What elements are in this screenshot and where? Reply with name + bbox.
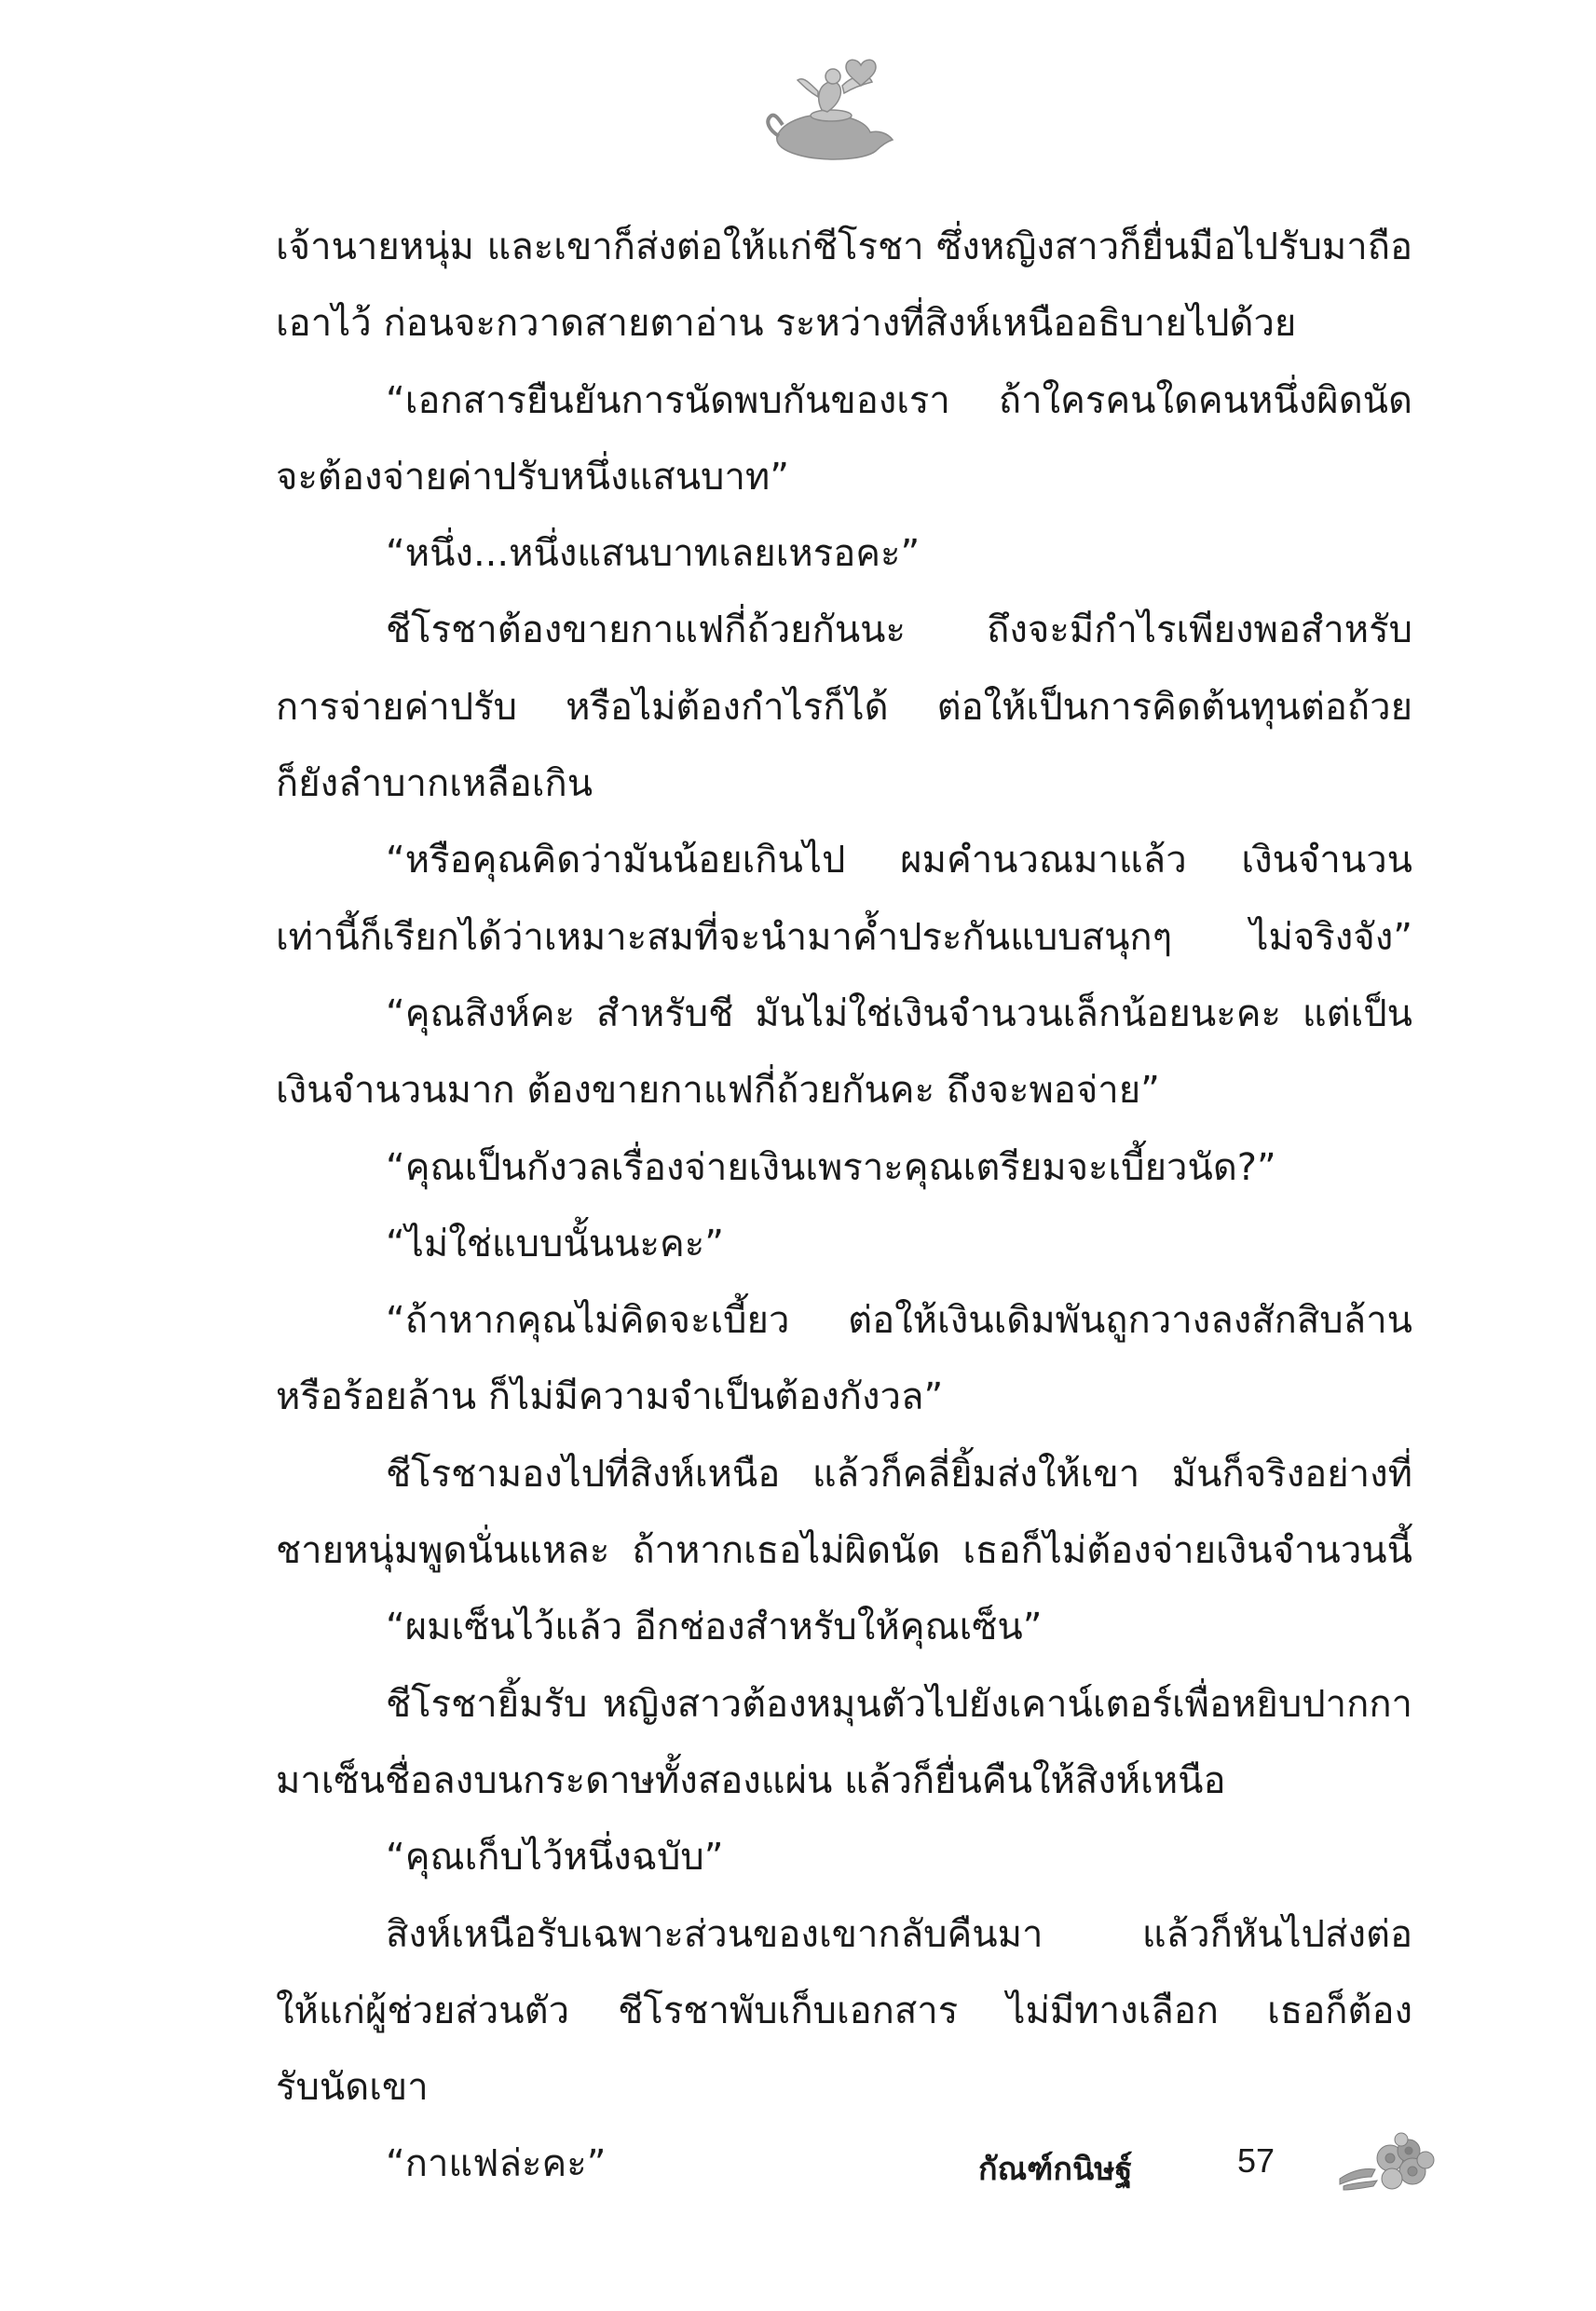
text-line: “หนึ่ง...หนึ่งแสนบาทเลยเหรอคะ” bbox=[386, 532, 921, 576]
body-text bbox=[276, 209, 1412, 2203]
text-line: “ถ้าหากคุณไม่คิดจะเบี้ยว ต่อให้เงินเดิมพันถูกวางลงสักสิบล้าน bbox=[386, 1299, 1412, 1343]
flower-bouquet-icon bbox=[1334, 2130, 1437, 2197]
text-line: ชายหนุ่มพูดนั่นแหละ ถ้าหากเธอไม่ผิดนัด เธอก็ไม่ต้องจ่ายเงินจำนวนนี้ bbox=[276, 1529, 1412, 1573]
text-line: มาเซ็นชื่อลงบนกระดาษทั้งสองแผ่น แล้วก็ยื่นคืนให้สิงห์เหนือ bbox=[276, 1758, 1226, 1802]
page-number: 57 bbox=[1237, 2141, 1275, 2180]
text-line: ก็ยังลำบากเหลือเกิน bbox=[276, 762, 593, 806]
text-line: สิงห์เหนือรับเฉพาะส่วนของเขากลับคืนมา แล้วก็หันไปส่งต่อ bbox=[386, 1912, 1412, 1956]
text-line: “คุณสิงห์คะ สำหรับชี มันไม่ใช่เงินจำนวนเล็กน้อยนะคะ แต่เป็น bbox=[386, 991, 1412, 1035]
text-line: จะต้องจ่ายค่าปรับหนึ่งแสนบาท” bbox=[276, 455, 789, 499]
text-line: ชีโรชามองไปที่สิงห์เหนือ แล้วก็คลี่ยิ้มส่งให้เขา มันก็จริงอย่างที่ bbox=[386, 1452, 1412, 1496]
text-line: หรือร้อยล้าน ก็ไม่มีความจำเป็นต้องกังวล” bbox=[276, 1375, 944, 1419]
text-line: ชีโรชายิ้มรับ หญิงสาวต้องหมุนตัวไปยังเคาน์เตอร์เพื่อหยิบปากกา bbox=[386, 1682, 1412, 1726]
text-line: เอาไว้ ก่อนจะกวาดสายตาอ่าน ระหว่างที่สิงห์เหนืออธิบายไปด้วย bbox=[276, 302, 1297, 346]
text-line: เจ้านายหนุ่ม และเขาก็ส่งต่อให้แก่ชีโรชา ซึ่งหญิงสาวก็ยื่นมือไปรับมาถือ bbox=[276, 226, 1412, 268]
text-line: “ไม่ใช่แบบนั้นนะคะ” bbox=[386, 1222, 724, 1265]
text-line: “เอกสารยืนยันการนัดพบกันของเรา ถ้าใครคนใดคนหนึ่งผิดนัด bbox=[386, 378, 1412, 422]
page-footer bbox=[978, 2136, 1463, 2192]
text-line: เท่านี้ก็เรียกได้ว่าเหมาะสมที่จะนำมาค้ำประกันแบบสนุกๆ ไม่จริงจัง” bbox=[276, 915, 1412, 959]
book-title: กัณฑ์กนิษฐ์ bbox=[978, 2151, 1133, 2188]
text-line: “กาแฟล่ะคะ” bbox=[386, 2142, 607, 2186]
text-line: ชีโรชาต้องขายกาแฟกี่ถ้วยกันนะ ถึงจะมีกำไรเพียงพอสำหรับ bbox=[386, 609, 1412, 652]
text-line: “คุณเก็บไว้หนึ่งฉบับ” bbox=[386, 1836, 724, 1880]
text-line: รับนัดเขา bbox=[276, 2066, 429, 2110]
text-line: “ผมเซ็นไว้แล้ว อีกช่องสำหรับให้คุณเซ็น” bbox=[386, 1606, 1043, 1649]
teapot-cupid-icon bbox=[757, 54, 906, 166]
text-line: การจ่ายค่าปรับ หรือไม่ต้องกำไรก็ได้ ต่อให้เป็นการคิดต้นทุนต่อถ้วย bbox=[276, 685, 1412, 729]
text-line: เงินจำนวนมาก ต้องขายกาแฟกี่ถ้วยกันคะ ถึงจะพอจ่าย” bbox=[276, 1069, 1160, 1113]
text-line: ให้แก่ผู้ช่วยส่วนตัว ชีโรชาพับเก็บเอกสาร ไม่มีทางเลือก เธอก็ต้อง bbox=[276, 1989, 1412, 2032]
text-line: “หรือคุณคิดว่ามันน้อยเกินไป ผมคำนวณมาแล้ว เงินจำนวน bbox=[386, 839, 1412, 882]
text-line: “คุณเป็นกังวลเรื่องจ่ายเงินเพราะคุณเตรียมจะเบี้ยวนัด?” bbox=[386, 1145, 1276, 1189]
